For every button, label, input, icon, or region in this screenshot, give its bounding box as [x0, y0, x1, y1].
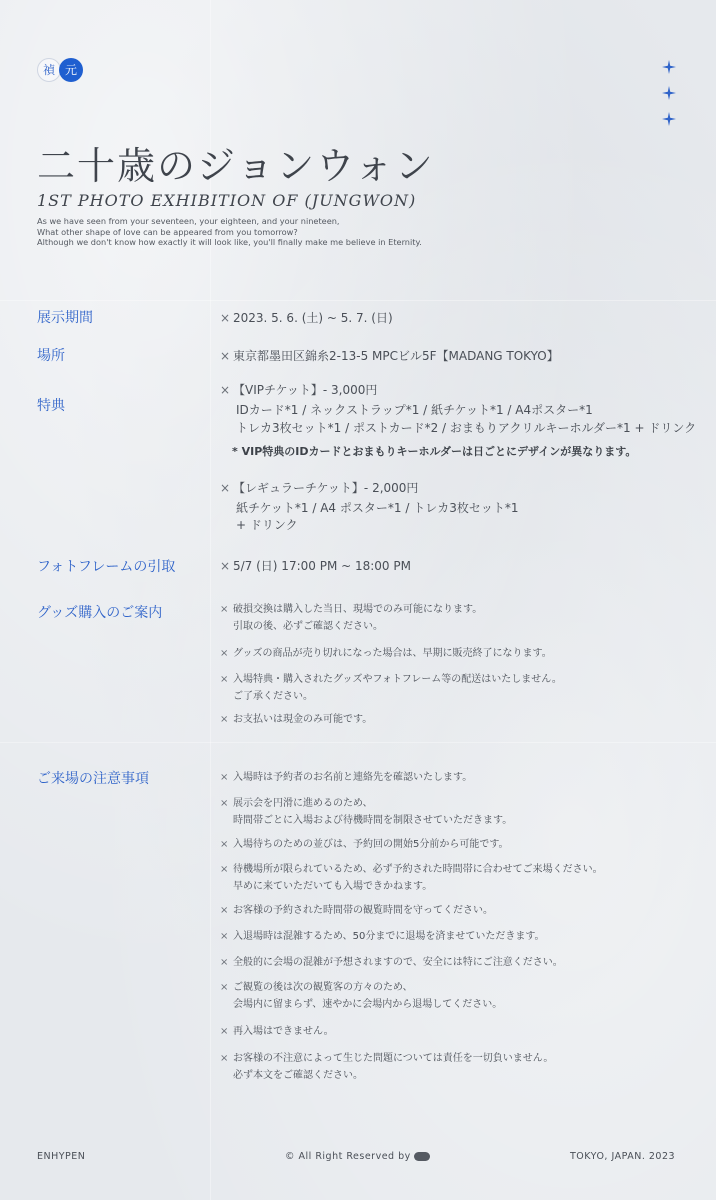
- notice-item-text: 会場内に留まらず、速やかに会場内から退場してください。: [233, 999, 503, 1010]
- goods-label: グッズ購入のご案内: [37, 605, 163, 621]
- goods-item: [220, 645, 552, 662]
- paper-crease: [0, 742, 716, 743]
- photoframe-value: 5/7 (日) 17:00 PM ~ 18:00 PM: [233, 559, 411, 573]
- sparkle-icon: [662, 60, 676, 74]
- bullet-icon: ×: [220, 1026, 229, 1037]
- bullet-icon: ×: [220, 931, 229, 942]
- notice-item-text: 入場時は予約者のお名前と連絡先を確認いたします。: [233, 772, 473, 783]
- footer-right: TOKYO, JAPAN. 2023: [570, 1151, 676, 1162]
- benefits-label: 特典: [37, 398, 65, 414]
- bullet-icon: ×: [220, 864, 229, 875]
- vip-ticket-title: 【VIPチケット】- 3,000円: [233, 383, 378, 397]
- intro-line: What other shape of love can be appeared from you tomorrow?: [37, 226, 298, 237]
- bullet-icon: ×: [220, 559, 231, 573]
- regular-ticket-row: [220, 479, 418, 496]
- bullet-icon: ×: [220, 772, 229, 783]
- notice-item: [220, 1050, 553, 1084]
- venue-row: [220, 347, 559, 364]
- period-label: 展示期間: [37, 310, 93, 326]
- vip-note: * VIP特典のIDカードとおまもりキーホルダーは日ごとにデザインが異なります。: [232, 445, 637, 458]
- bullet-icon: ×: [220, 383, 231, 397]
- bullet-icon: ×: [220, 349, 231, 363]
- vip-item: トレカ3枚セット*1 / ポストカード*2 / おまもりアクリルキーホルダー*1 + ドリンク: [236, 421, 697, 435]
- sparkle-stack: [662, 60, 680, 138]
- bullet-icon: ×: [220, 674, 229, 685]
- paper-crease: [0, 300, 716, 301]
- footer-left: ENHYPEN: [37, 1151, 86, 1162]
- sparkle-icon: [662, 86, 676, 100]
- logo: [37, 58, 83, 82]
- goods-item: [220, 671, 562, 705]
- notice-item: [220, 954, 563, 971]
- bullet-icon: ×: [220, 798, 229, 809]
- notice-item-text: 再入場はできません。: [233, 1026, 334, 1037]
- notice-item-text: お客様の不注意によって生じた問題については責任を一切負いません。: [233, 1053, 554, 1064]
- venue-label: 場所: [37, 348, 65, 364]
- photoframe-row: [220, 557, 411, 574]
- intro-text: [37, 216, 497, 248]
- bullet-icon: ×: [220, 648, 229, 659]
- notice-item: [220, 1023, 334, 1040]
- bullet-icon: ×: [220, 311, 231, 325]
- notice-item-text: 早めに来ていただいても入場できかねます。: [233, 881, 433, 892]
- notice-item-text: 待機場所が限られているため、必ず予約された時間帯に合わせてご来場ください。: [233, 864, 603, 875]
- bullet-icon: ×: [220, 1053, 229, 1064]
- vip-ticket-row: [220, 381, 377, 398]
- bullet-icon: ×: [220, 957, 229, 968]
- period-value: 2023. 5. 6. (土) ~ 5. 7. (日): [233, 311, 393, 325]
- bullet-icon: ×: [220, 905, 229, 916]
- notice-item: [220, 928, 545, 945]
- photoframe-label: フォトフレームの引取: [37, 559, 176, 575]
- goods-item-text: 引取の後、必ずご確認ください。: [233, 621, 383, 632]
- notice-item-text: 入場待ちのための並びは、予約回の開始5分前から可能です。: [233, 839, 509, 850]
- venue-value: 東京都墨田区錦糸2-13-5 MPCビル5F【MADANG TOKYO】: [233, 349, 559, 363]
- bullet-icon: ×: [220, 982, 229, 993]
- notice-item-text: 必ず本文をご確認ください。: [233, 1070, 363, 1081]
- footer-center: [285, 1151, 430, 1162]
- bullet-icon: ×: [220, 481, 231, 495]
- notice-item: [220, 861, 603, 895]
- notice-item-text: お客様の予約された時間帯の観覧時間を守ってください。: [233, 905, 493, 916]
- page-subtitle: 1ST PHOTO EXHIBITION OF (JUNGWON): [37, 191, 417, 210]
- goods-item: [220, 711, 372, 728]
- goods-item-text: 入場特典・購入されたグッズやフォトフレーム等の配送はいたしません。: [233, 674, 562, 685]
- goods-item-text: 破損交換は購入した当日、現場でのみ可能になります。: [233, 604, 483, 615]
- bullet-icon: ×: [220, 604, 229, 615]
- goods-item: [220, 601, 482, 635]
- notice-item: [220, 836, 509, 853]
- vip-item: IDカード*1 / ネックストラップ*1 / 紙チケット*1 / A4ポスター*1: [236, 403, 593, 417]
- bullet-icon: ×: [220, 839, 229, 850]
- notice-item-text: 入退場時は混雑するため、50分までに退場を済ませていただきます。: [233, 931, 545, 942]
- goods-item-text: お支払いは現金のみ可能です。: [233, 714, 373, 725]
- notice-item: [220, 902, 493, 919]
- notice-label: ご来場の注意事項: [37, 771, 149, 787]
- bullet-icon: ×: [220, 714, 229, 725]
- brand-badge-icon: [414, 1152, 430, 1161]
- notice-item-text: 展示会を円滑に進めるのため、: [233, 798, 373, 809]
- intro-line: As we have seen from your seventeen, your eighteen, and your nineteen,: [37, 216, 340, 226]
- goods-item-text: グッズの商品が売り切れになった場合は、早期に販売終了になります。: [233, 648, 552, 659]
- logo-char-1: 禎: [37, 58, 61, 82]
- notice-item-text: 全般的に会場の混雑が予想されますので、安全には特にご注意ください。: [233, 957, 563, 968]
- logo-char-2: 元: [59, 58, 83, 82]
- goods-item-text: ご了承ください。: [233, 691, 313, 702]
- intro-line: Although we don't know how exactly it will look like, you'll finally make me believe in Eternity.: [37, 237, 422, 247]
- page-title: 二十歳のジョンウォン: [37, 144, 435, 188]
- notice-item: [220, 769, 472, 786]
- notice-item: [220, 979, 502, 1013]
- sparkle-icon: [662, 112, 676, 126]
- period-row: [220, 309, 393, 326]
- notice-item-text: 時間帯ごとに入場および待機時間を制限させていただきます。: [233, 815, 513, 826]
- copyright-text: © All Right Reserved by: [285, 1151, 411, 1162]
- notice-item-text: ご観覧の後は次の観覧客の方々のため、: [233, 982, 413, 993]
- regular-item: + ドリンク: [236, 518, 298, 532]
- regular-ticket-title: 【レギュラーチケット】- 2,000円: [233, 481, 419, 495]
- regular-item: 紙チケット*1 / A4 ポスター*1 / トレカ3枚セット*1: [236, 501, 519, 515]
- notice-item: [220, 795, 512, 829]
